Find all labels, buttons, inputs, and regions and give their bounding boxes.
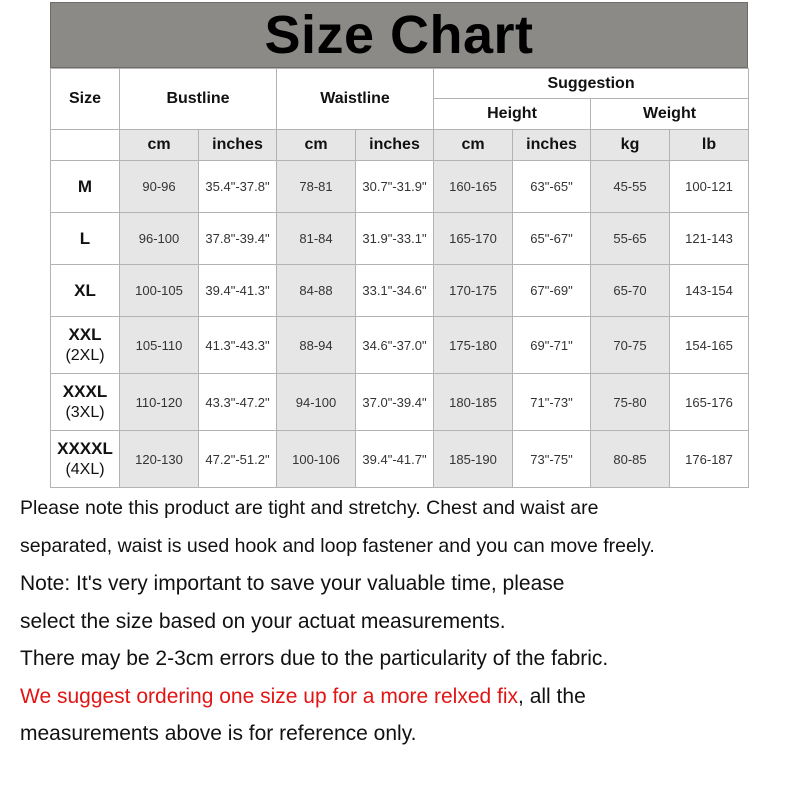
measurement-cell: 81-84 xyxy=(277,213,356,265)
measurement-cell: 100-121 xyxy=(670,161,749,213)
red-suggestion-text: We suggest ordering one size up for a more relxed fix xyxy=(20,684,519,708)
measurement-cell: 176-187 xyxy=(670,431,749,488)
size-label: M xyxy=(77,177,93,196)
size-label: XXL xyxy=(68,325,102,344)
title-banner xyxy=(50,2,748,68)
measurement-cell: 175-180 xyxy=(434,317,513,374)
measurement-cell: 65"-67" xyxy=(513,213,591,265)
measurement-cell: 143-154 xyxy=(670,265,749,317)
measurement-cell: 34.6"-37.0" xyxy=(356,317,434,374)
measurement-cell: 165-170 xyxy=(434,213,513,265)
table-row xyxy=(51,431,749,488)
measurement-cell: 45-55 xyxy=(591,161,670,213)
size-label-cell xyxy=(51,265,120,317)
size-label-cell xyxy=(51,431,120,488)
measurement-cell: 43.3"-47.2" xyxy=(199,374,277,431)
size-alt-label: (2XL) xyxy=(65,347,105,364)
measurement-cell: 31.9"-33.1" xyxy=(356,213,434,265)
size-alt-label: (3XL) xyxy=(65,404,105,421)
measurement-cell: 41.3"-43.3" xyxy=(199,317,277,374)
unit-cell: lb xyxy=(670,130,749,161)
measurement-cell: 105-110 xyxy=(120,317,199,374)
measurement-cell: 160-165 xyxy=(434,161,513,213)
unit-cell: cm xyxy=(434,130,513,161)
measurement-cell: 80-85 xyxy=(591,431,670,488)
measurement-cell: 100-105 xyxy=(120,265,199,317)
measurement-cell: 94-100 xyxy=(277,374,356,431)
measurement-cell: 63"-65" xyxy=(513,161,591,213)
note-line xyxy=(20,678,795,716)
unit-cell: kg xyxy=(591,130,670,161)
measurement-cell: 35.4"-37.8" xyxy=(199,161,277,213)
measurement-cell: 88-94 xyxy=(277,317,356,374)
weight-header: Weight xyxy=(591,99,749,130)
unit-cell: cm xyxy=(120,130,199,161)
notes-block xyxy=(20,490,795,753)
measurement-cell: 37.0"-39.4" xyxy=(356,374,434,431)
measurement-cell: 100-106 xyxy=(277,431,356,488)
note-line: Note: It's very important to save your valuable time, please xyxy=(20,572,565,595)
table-row xyxy=(51,161,749,213)
measurement-cell: 33.1"-34.6" xyxy=(356,265,434,317)
table-row xyxy=(51,213,749,265)
height-header: Height xyxy=(434,99,591,130)
measurement-cell: 96-100 xyxy=(120,213,199,265)
suggestion-header: Suggestion xyxy=(434,69,749,99)
measurement-cell: 47.2"-51.2" xyxy=(199,431,277,488)
measurement-cell: 55-65 xyxy=(591,213,670,265)
page-title: Size Chart xyxy=(264,5,534,65)
note-line: select the size based on your actuat measurements. xyxy=(20,609,506,633)
size-label-cell xyxy=(51,374,120,431)
measurement-cell: 78-81 xyxy=(277,161,356,213)
size-header: Size xyxy=(51,69,120,130)
size-chart-table xyxy=(50,68,749,488)
size-label: L xyxy=(79,229,91,248)
size-alt-label: (4XL) xyxy=(65,461,105,478)
unit-cell: inches xyxy=(513,130,591,161)
measurement-cell: 30.7"-31.9" xyxy=(356,161,434,213)
measurement-cell: 180-185 xyxy=(434,374,513,431)
measurement-cell: 70-75 xyxy=(591,317,670,374)
unit-cell: inches xyxy=(199,130,277,161)
measurement-cell: 185-190 xyxy=(434,431,513,488)
measurement-cell: 67"-69" xyxy=(513,265,591,317)
measurement-cell: 170-175 xyxy=(434,265,513,317)
table-row xyxy=(51,265,749,317)
measurement-cell: 71"-73" xyxy=(513,374,591,431)
measurement-cell: 37.8"-39.4" xyxy=(199,213,277,265)
size-label: XL xyxy=(74,281,96,300)
table-row xyxy=(51,317,749,374)
note-line-continuation: , all the xyxy=(518,684,586,708)
unit-blank-cell xyxy=(51,130,120,161)
note-line: measurements above is for reference only. xyxy=(20,722,417,745)
measurement-cell: 84-88 xyxy=(277,265,356,317)
note-line: There may be 2-3cm errors due to the particularity of the fabric. xyxy=(20,647,609,670)
size-label-cell xyxy=(51,317,120,374)
unit-cell: cm xyxy=(277,130,356,161)
unit-row xyxy=(51,130,749,161)
note-line: Please note this product are tight and stretchy. Chest and waist are xyxy=(20,497,599,519)
measurement-cell: 120-130 xyxy=(120,431,199,488)
measurement-cell: 121-143 xyxy=(670,213,749,265)
measurement-cell: 90-96 xyxy=(120,161,199,213)
size-label-cell xyxy=(51,161,120,213)
measurement-cell: 110-120 xyxy=(120,374,199,431)
measurement-cell: 39.4"-41.3" xyxy=(199,265,277,317)
measurement-cell: 154-165 xyxy=(670,317,749,374)
measurement-cell: 65-70 xyxy=(591,265,670,317)
size-label: XXXL xyxy=(62,382,108,401)
measurement-cell: 75-80 xyxy=(591,374,670,431)
table-row xyxy=(51,374,749,431)
size-label: XXXXL xyxy=(57,439,113,458)
size-label-cell xyxy=(51,213,120,265)
waistline-header: Waistline xyxy=(277,69,434,130)
measurement-cell: 165-176 xyxy=(670,374,749,431)
measurement-cell: 39.4"-41.7" xyxy=(356,431,434,488)
measurement-cell: 69"-71" xyxy=(513,317,591,374)
bustline-header: Bustline xyxy=(120,69,277,130)
measurement-cell: 73"-75" xyxy=(513,431,591,488)
unit-cell: inches xyxy=(356,130,434,161)
note-line: separated, waist is used hook and loop fastener and you can move freely. xyxy=(20,534,655,557)
size-rows xyxy=(51,161,749,488)
